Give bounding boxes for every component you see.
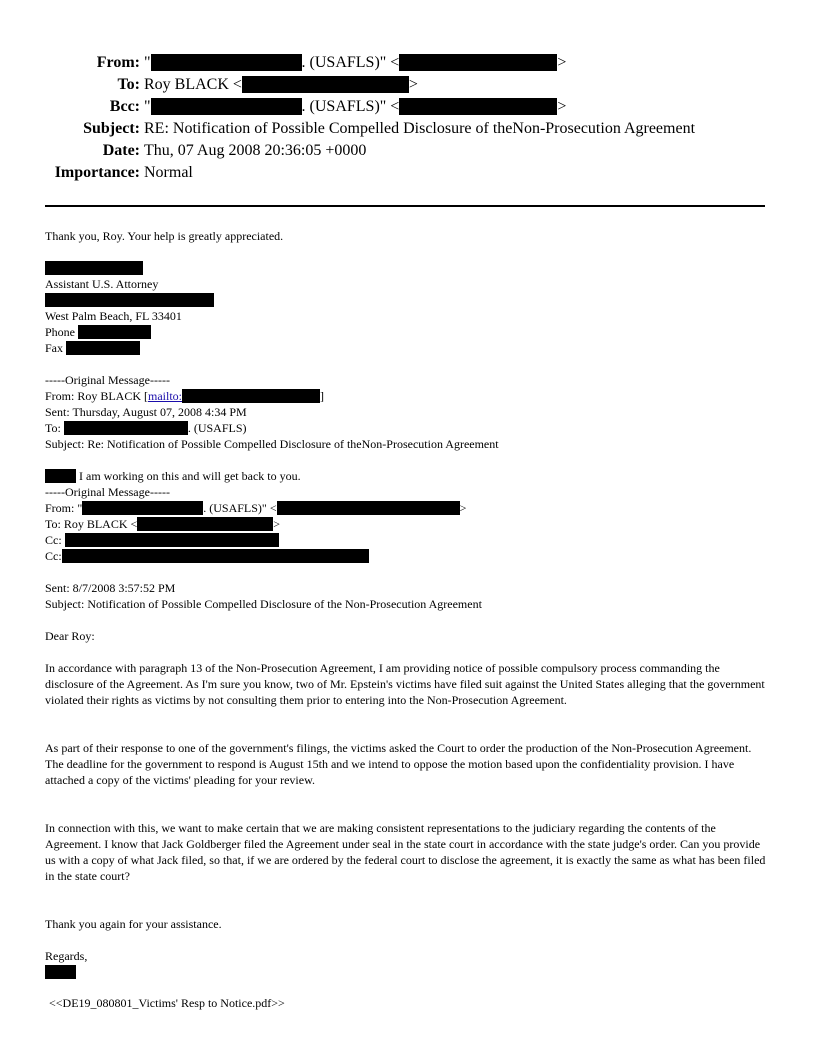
regards: Regards, <box>45 949 88 963</box>
original2-to <box>45 516 770 532</box>
redaction-block <box>82 501 203 515</box>
date-value: Thu, 07 Aug 2008 20:36:05 +0000 <box>144 142 367 159</box>
redaction-block <box>45 965 76 979</box>
redaction-block <box>277 501 460 515</box>
to-label: To: <box>117 76 140 93</box>
mailto-link[interactable]: mailto: <box>148 389 183 403</box>
attachment-name[interactable]: <<DE19_080801_Victims' Resp to Notice.pdf>> <box>49 996 285 1010</box>
original2-cc1 <box>45 532 770 548</box>
original-message-divider: -----Original Message----- <box>45 373 170 387</box>
cc-prefix: Cc: <box>45 549 62 563</box>
redaction-block <box>78 325 151 339</box>
from-prefix: From: " <box>45 501 83 515</box>
original-to <box>45 420 770 436</box>
redaction-block <box>242 76 409 93</box>
from-label: From: <box>96 54 140 71</box>
from-value <box>144 52 566 74</box>
paragraph-1: In accordance with paragraph 13 of the Non-Prosecution Agreement, I am providing notice of possible compulsory process commanding the disclosure of the Agreement. As I'm sure you know, two of Mr. Epstein's victims have filed suit against the United States alleging that the government violated their rights as victims by not consulting them prior to entering into the Non-Prosecution Agreement. <box>45 661 765 707</box>
date-label: Date: <box>102 142 140 159</box>
paragraph-2: As part of their response to one of the government's filings, the victims asked the Court to order the production of the Non-Prosecution Agreement. The deadline for the government to respond is August 15th and we intend to oppose the motion based upon the confidentiality provision. I have attached a copy of the victims' pleading for your review. <box>45 741 752 787</box>
importance-row <box>0 162 695 184</box>
from-suffix: . (USAFLS)" < <box>301 54 400 71</box>
redaction-block <box>45 469 76 483</box>
paragraph-3: In connection with this, we want to make certain that we are making consistent representations to the judiciary regarding the contents of the Agreement. I know that Jack Goldberger filed the Agreement under seal in the state court in accordance with the state judge's order. Can you provide us with a copy of what Jack filed, so that, if we are ordered by the federal court to disclose the agreement, it is exactly the same as what has been filed in the state court? <box>45 821 766 883</box>
redaction-block <box>182 389 320 403</box>
redaction-block <box>45 293 214 307</box>
original-from <box>45 388 770 404</box>
header-divider <box>45 205 765 207</box>
signature-redacted <box>45 964 770 980</box>
from-quote: " <box>144 54 151 71</box>
to-suffix: . (USAFLS) <box>187 421 247 435</box>
to-prefix: To: Roy BLACK < <box>45 517 138 531</box>
from-row <box>0 52 695 74</box>
redaction-block <box>64 421 188 435</box>
bcc-close: > <box>557 98 567 115</box>
original2-from <box>45 500 770 516</box>
original2-sent: Sent: 8/7/2008 3:57:52 PM <box>45 581 176 595</box>
signature-city: West Palm Beach, FL 33401 <box>45 309 182 323</box>
redaction-block <box>151 98 302 115</box>
redaction-block <box>45 261 143 275</box>
closing: Thank you again for your assistance. <box>45 917 222 931</box>
phone-label: Phone <box>45 325 75 339</box>
to-row <box>0 74 695 96</box>
fax-label: Fax <box>45 341 63 355</box>
subject-value: RE: Notification of Possible Compelled Disclosure of theNon-Prosecution Agreement <box>144 120 696 137</box>
redaction-block <box>151 54 302 71</box>
bcc-quote: " <box>144 98 151 115</box>
from-suffix: . (USAFLS)" < <box>203 501 277 515</box>
signature-office <box>45 292 770 308</box>
signature-title: Assistant U.S. Attorney <box>45 277 159 291</box>
reply-thanks: Thank you, Roy. Your help is greatly appreciated. <box>45 229 284 243</box>
signature-name <box>45 260 770 276</box>
original-sent: Sent: Thursday, August 07, 2008 4:34 PM <box>45 405 247 419</box>
from-close: > <box>459 501 467 515</box>
message-text: I am working on this and will get back to you. <box>76 469 301 483</box>
from-prefix: From: Roy BLACK [ <box>45 389 149 403</box>
bcc-value <box>144 96 566 118</box>
original-subject: Subject: Re: Notification of Possible Compelled Disclosure of theNon-Prosecution Agreement <box>45 437 499 451</box>
to-value <box>144 74 418 96</box>
signature-phone <box>45 324 770 340</box>
greeting: Dear Roy: <box>45 629 95 643</box>
email-body <box>45 228 770 980</box>
original2-subject: Subject: Notification of Possible Compelled Disclosure of the Non-Prosecution Agreement <box>45 597 482 611</box>
original-message-divider-2: -----Original Message----- <box>45 485 170 499</box>
importance-label: Importance: <box>54 164 140 181</box>
redaction-block <box>66 341 140 355</box>
subject-row <box>0 118 695 140</box>
email-header <box>0 52 695 184</box>
from-close: > <box>557 54 567 71</box>
date-row <box>0 140 695 162</box>
bcc-suffix: . (USAFLS)" < <box>301 98 400 115</box>
signature-fax <box>45 340 770 356</box>
bcc-row <box>0 96 695 118</box>
subject-label: Subject: <box>83 120 140 137</box>
redaction-block <box>399 98 557 115</box>
to-close: > <box>273 517 281 531</box>
from-close: ] <box>320 389 325 403</box>
to-close: > <box>408 76 418 93</box>
redaction-block <box>137 517 273 531</box>
redaction-block <box>65 533 279 547</box>
importance-value: Normal <box>144 164 193 181</box>
to-name: Roy BLACK < <box>144 76 242 93</box>
redaction-block <box>399 54 557 71</box>
original-message-text <box>45 468 770 484</box>
bcc-label: Bcc: <box>109 98 140 115</box>
redaction-block <box>62 549 369 563</box>
original2-cc2 <box>45 548 770 564</box>
to-prefix: To: <box>45 421 64 435</box>
cc-prefix: Cc: <box>45 533 65 547</box>
